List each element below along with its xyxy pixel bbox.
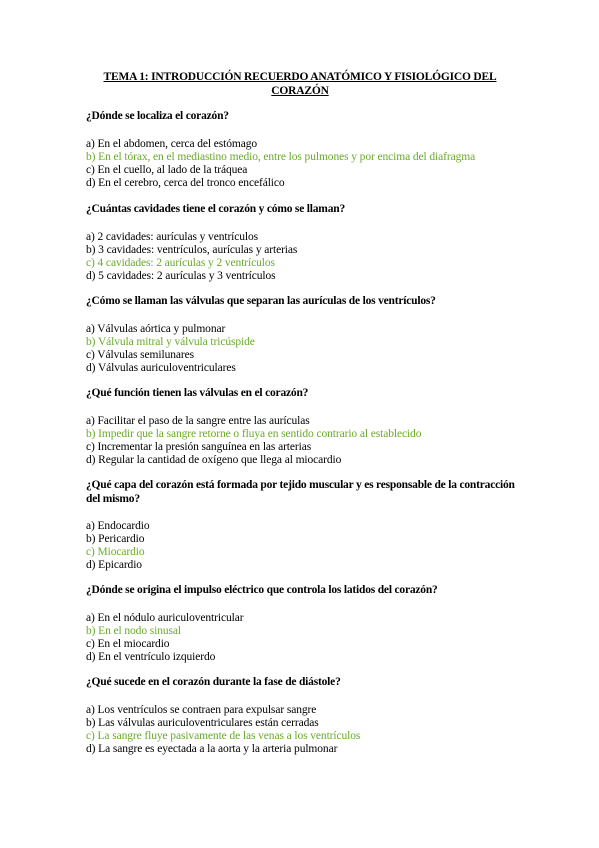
option-c: c) Incrementar la presión sanguínea en las arterias [86, 440, 312, 453]
option-d: d) En el ventrículo izquierdo [86, 650, 216, 663]
option-d: d) Válvulas auriculoventriculares [86, 361, 236, 374]
option-a: a) Facilitar el paso de la sangre entre las aurículas [86, 414, 310, 427]
question-text: ¿Cuántas cavidades tiene el corazón y cómo se llaman? [86, 203, 345, 215]
option-c: c) Válvulas semilunares [86, 348, 194, 361]
option-d: d) Regular la cantidad de oxígeno que llega al miocardio [86, 453, 342, 466]
option-b: b) Pericardio [86, 533, 145, 545]
options-list [86, 323, 516, 375]
option-b: b) Las válvulas auriculoventriculares están cerradas [86, 716, 319, 729]
option-d: d) 5 cavidades: 2 aurículas y 3 ventrículos [86, 269, 276, 282]
question-1 [86, 110, 516, 190]
option-c: c) En el miocardio [86, 637, 170, 650]
option-a: a) 2 cavidades: aurículas y ventrículos [86, 230, 259, 243]
question-6 [86, 584, 516, 664]
option-a: a) En el nódulo auriculoventricular [86, 611, 244, 624]
question-7 [86, 676, 516, 756]
option-c-correct: c) La sangre fluye pasivamente de las venas a los ventrículos [86, 729, 361, 742]
options-list [86, 520, 516, 572]
option-c-correct: c) Miocardio [86, 546, 145, 558]
options-list [86, 231, 516, 283]
option-a: a) Endocardio [86, 520, 150, 532]
option-d: d) La sangre es eyectada a la aorta y la arteria pulmonar [86, 742, 338, 755]
question-3 [86, 295, 516, 375]
option-a: a) Los ventrículos se contraen para expulsar sangre [86, 703, 317, 716]
question-text: ¿Qué sucede en el corazón durante la fase de diástole? [86, 676, 341, 688]
page-title: TEMA 1: INTRODUCCIÓN RECUERDO ANATÓMICO Y FISIOLÓGICO DEL CORAZÓN [103, 71, 497, 97]
question-text: ¿Dónde se origina el impulso eléctrico que controla los latidos del corazón? [86, 584, 438, 596]
question-text: ¿Qué capa del corazón está formada por tejido muscular y es responsable de la contracción del mismo? [86, 479, 515, 505]
options-list [86, 704, 516, 756]
option-a: a) Válvulas aórtica y pulmonar [86, 322, 226, 335]
question-text: ¿Qué función tienen las válvulas en el corazón? [86, 387, 309, 399]
option-c-correct: c) 4 cavidades: 2 aurículas y 2 ventrículos [86, 256, 275, 269]
option-d: d) Epicardio [86, 559, 142, 571]
option-b: b) 3 cavidades: ventrículos, aurículas y arterias [86, 243, 298, 256]
options-list [86, 138, 516, 190]
question-text: ¿Cómo se llaman las válvulas que separan las aurículas de los ventrículos? [86, 295, 436, 307]
options-list [86, 612, 516, 664]
question-5 [86, 479, 516, 572]
question-4 [86, 387, 516, 467]
option-c: c) En el cuello, al lado de la tráquea [86, 163, 248, 176]
option-b-correct: b) Válvula mitral y válvula tricúspide [86, 335, 255, 348]
option-b-correct: b) En el tórax, en el mediastino medio, entre los pulmones y por encima del diafragma [86, 150, 476, 163]
option-b-correct: b) Impedir que la sangre retorne o fluya en sentido contrario al establecido [86, 427, 422, 440]
question-2 [86, 203, 516, 283]
option-a: a) En el abdomen, cerca del estómago [86, 137, 258, 150]
option-d: d) En el cerebro, cerca del tronco encefálico [86, 176, 285, 189]
question-text: ¿Dónde se localiza el corazón? [86, 110, 229, 122]
options-list [86, 415, 516, 467]
option-b-correct: b) En el nodo sinusal [86, 624, 181, 637]
